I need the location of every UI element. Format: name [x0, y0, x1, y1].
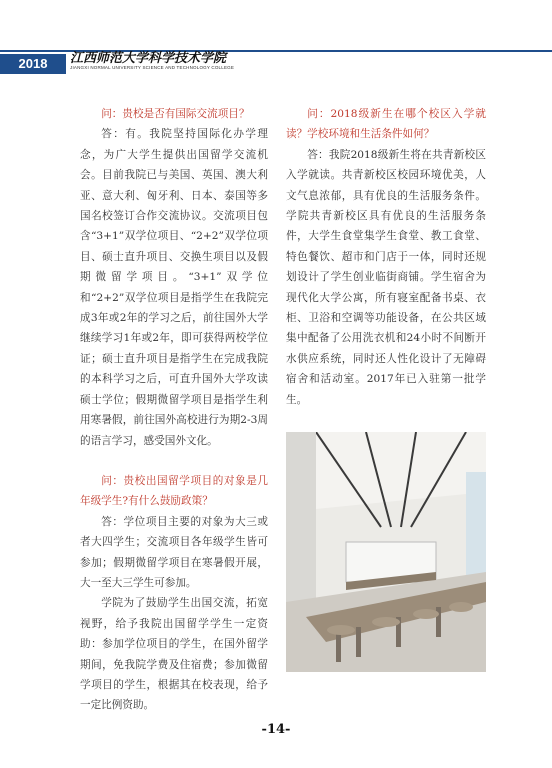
page-number: -14- [261, 722, 291, 737]
right-column [286, 104, 486, 410]
question-study-abroad-target: 问：贵校出国留学项目的对象是几年级学生?有什么鼓励政策？ [80, 474, 268, 508]
school-name-en: JIANGXI NORMAL UNIVERSITY SCIENCE AND TECHNOLOGY COLLEGE [70, 65, 235, 70]
classroom-photo [286, 432, 486, 672]
spacer [80, 451, 268, 471]
school-name-cn: 江西师范大学科学技术学院 [70, 51, 227, 66]
answer-intl-exchange: 答：有。我院坚持国际化办学理念，为广大学生提供出国留学交流机会。目前我院已与美国、英国、澳大利亚、意大利、匈牙利、日本、泰国等多国名校签订合作交流协议。交流项目包含“3+1”双学位项目、“2+2”双学位项目、硕士直升项目、交换生项目以及假期微留学项目。“3+1”双学位和“2+2”双学位项目是指学生在我院完成3年或2年的学习之后，前往国外大学继续学习1年或2年，即可获得两校学位证；硕士直升项目是指学生在完成我院的本科学习之后，可直升国外大学攻读硕士学位；假期微留学项目是指学生利用寒暑假，前往国外高校进行为期2-3周的语言学习，感受国外文化。 [80, 128, 268, 447]
left-column [80, 104, 268, 716]
answer-study-abroad-target: 答：学位项目主要的对象为大三或者大四学生；交流项目各年级学生皆可参加；假期微留学项目在寒暑假开展，大一至大三学生可参加。 [80, 515, 268, 589]
question-intl-exchange: 问：贵校是否有国际交流项目？ [101, 108, 250, 120]
year-tab: 2018 [0, 54, 66, 74]
answer-encouragement-policy: 学院为了鼓励学生出国交流，拓宽视野，给予我院出国留学学生一定资助：参加学位项目的学生，在国外留学期间，免我院学费及住宿费；参加微留学项目的学生，根据其在校表现，给予一定比例资助。 [80, 597, 268, 712]
question-campus: 问：2018级新生在哪个校区入学就读？学校环境和生活条件如何？ [286, 108, 486, 141]
answer-campus: 答：我院2018级新生将在共青新校区入学就读。共青新校区校园环境优美，人文气息浓郁，具有优良的生活服务条件。学院共青新校区具有优良的生活服务条件，大学生食堂集学生食堂、教工食堂、特色餐饮、超市和门店于一体，同时还规划设计了学生创业临街商铺。学生宿舍为现代化大学公寓，所有寝室配备书桌、衣柜、卫浴和空调等功能设备，在公共区域集中配备了公用洗衣机和24小时不间断开水供应系统，同时还人性化设计了无障碍宿舍和活动室。2017年已入驻第一批学生。 [286, 148, 486, 406]
